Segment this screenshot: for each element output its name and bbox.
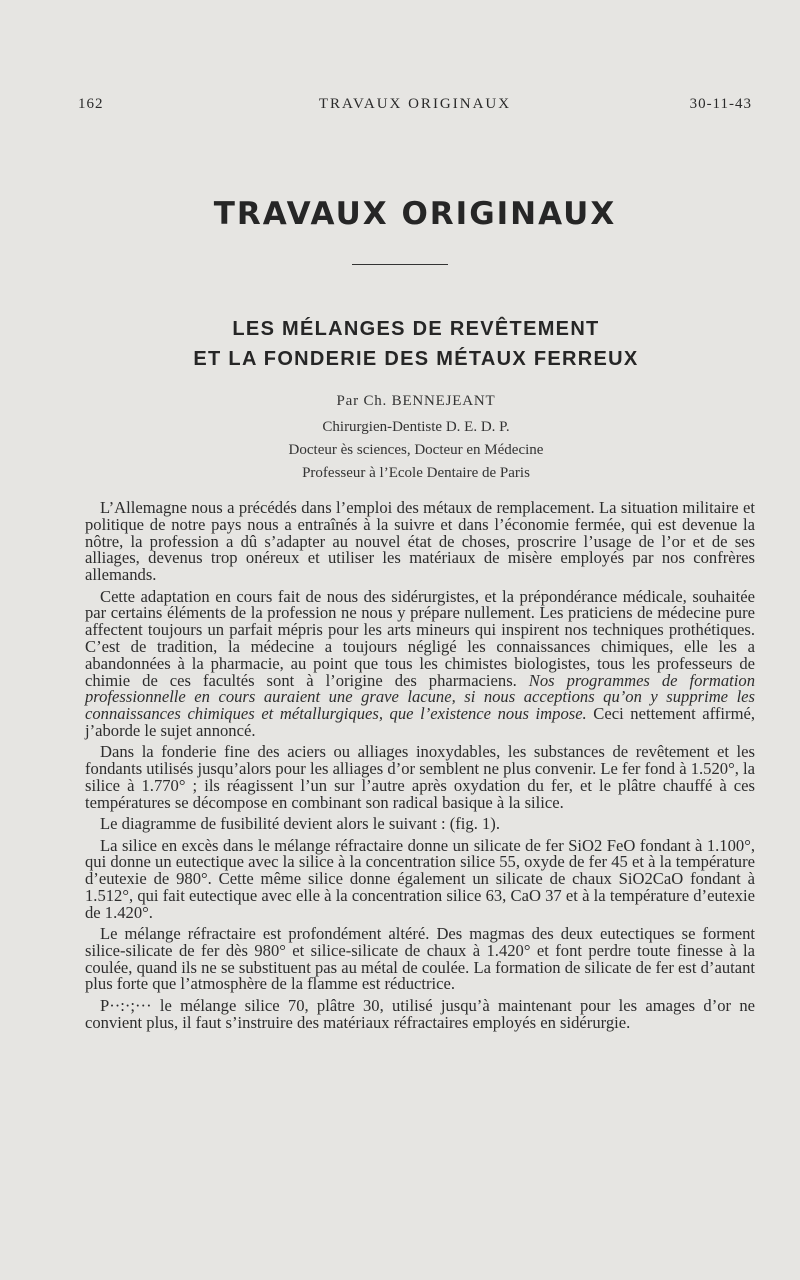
italic-statement: Nos programmes de formation professionnelle en cours auraient une grave lacune, si nous acceptions qu’on y supprime les connaissances chimiques et métallurgiques, que l’existence nous impose. bbox=[85, 670, 755, 724]
article-title-line-1: LES MÉLANGES DE REVÊTEMENT bbox=[232, 318, 600, 340]
byline: Par Ch. BENNEJEANT bbox=[336, 393, 496, 409]
paragraph: P··:·;··· le mélange silice 70, plâtre 30, utilisé jusqu’à maintenant pour les amages d’or ne convient plus, il faut s’instruire des matériaux réfractaires employés en sidérurgie. bbox=[85, 995, 755, 1032]
title-divider bbox=[352, 264, 448, 265]
running-head bbox=[78, 96, 752, 116]
paragraph-text: Cette adaptation en cours fait de nous des sidérurgistes, et la prépondérance médicale, souhaitée par certains éléments de la profession ne nous y prépare nullement. Les praticiens de médecine pure affectent toujours un parfait mépris pour les arts mineurs qui inspirent nos techniques prothétiques. C’est de tradition, la médecine a toujours négligé les connaissances chimiques, elle les a abandonnées à la pharmacie, au point que tous les chimistes biologistes, tous les professeurs de chimie de ces facultés sont à l’origine des pharmaciens. bbox=[85, 586, 755, 690]
article-body bbox=[85, 500, 755, 1036]
page-number: 162 bbox=[78, 96, 104, 112]
paragraph: Le mélange réfractaire est profondément altéré. Des magmas des deux eutectiques se forment silice-silicate de fer dès 980° et silice-silicate de chaux à 1.420° et font perdre toute finesse à la coulée, quand ils ne se substituent pas au métal de coulée. La formation de silicate de fer est d’autant plus forte que l’atmosphère de la flamme est réductrice. bbox=[85, 924, 755, 994]
issue-date: 30-11-43 bbox=[689, 96, 752, 112]
paragraph: L’Allemagne nous a précédés dans l’emploi des métaux de remplacement. La situation militaire et politique de notre pays nous a entraînés à la suivre et dans l’économie fermée, qui est devenue la nôtre, la profession a dû s’adapter au nouvel état de choses, proscrire l’usage de l’or et de ses alliages, devenus trop onéreux et utiliser les matériaux de misère employés par nos confrères allemands. bbox=[85, 498, 755, 585]
paragraph: La silice en excès dans le mélange réfractaire donne un silicate de fer SiO2 FeO fondant à 1.100°, qui donne un eutectique avec la silice à la concentration silice 55, oxyde de fer 45 et à la température d’eutexie de 980°. Cette même silice donne également un silicate de chaux SiO2CaO fondant à 1.512°, qui fait eutectique avec elle à la concentration silice 63, CaO 37 et à la température d’eutexie de 1.420°. bbox=[85, 835, 755, 922]
author-credential: Chirurgien-Dentiste D. E. D. P. bbox=[322, 419, 510, 435]
running-head-section: TRAVAUX ORIGINAUX bbox=[318, 96, 512, 112]
author-block bbox=[0, 390, 800, 485]
section-title: TRAVAUX ORIGINAUX bbox=[213, 196, 617, 232]
article-title bbox=[0, 314, 800, 374]
author-credential: Professeur à l’Ecole Dentaire de Paris bbox=[302, 465, 530, 481]
paragraph: Le diagramme de fusibilité devient alors le suivant : (fig. 1). bbox=[100, 814, 500, 834]
paragraph: Dans la fonderie fine des aciers ou alliages inoxydables, les substances de revêtement et les fondants utilisés jusqu’alors pour les alliages d’or semblent ne plus convenir. Le fer fond à 1.520°, la silice à 1.770° ; ils réagissent l’un sur l’autre après oxydation du fer, et le plâtre chauffé à ces températures se décompose en combinant son radical basique à la silice. bbox=[85, 742, 755, 812]
paragraph bbox=[85, 586, 755, 740]
paragraph-text: Ceci nettement affirmé, j’aborde le sujet annoncé. bbox=[85, 704, 755, 740]
article-title-line-2: ET LA FONDERIE DES MÉTAUX FERREUX bbox=[193, 348, 639, 370]
author-credential: Docteur ès sciences, Docteur en Médecine bbox=[288, 442, 544, 458]
